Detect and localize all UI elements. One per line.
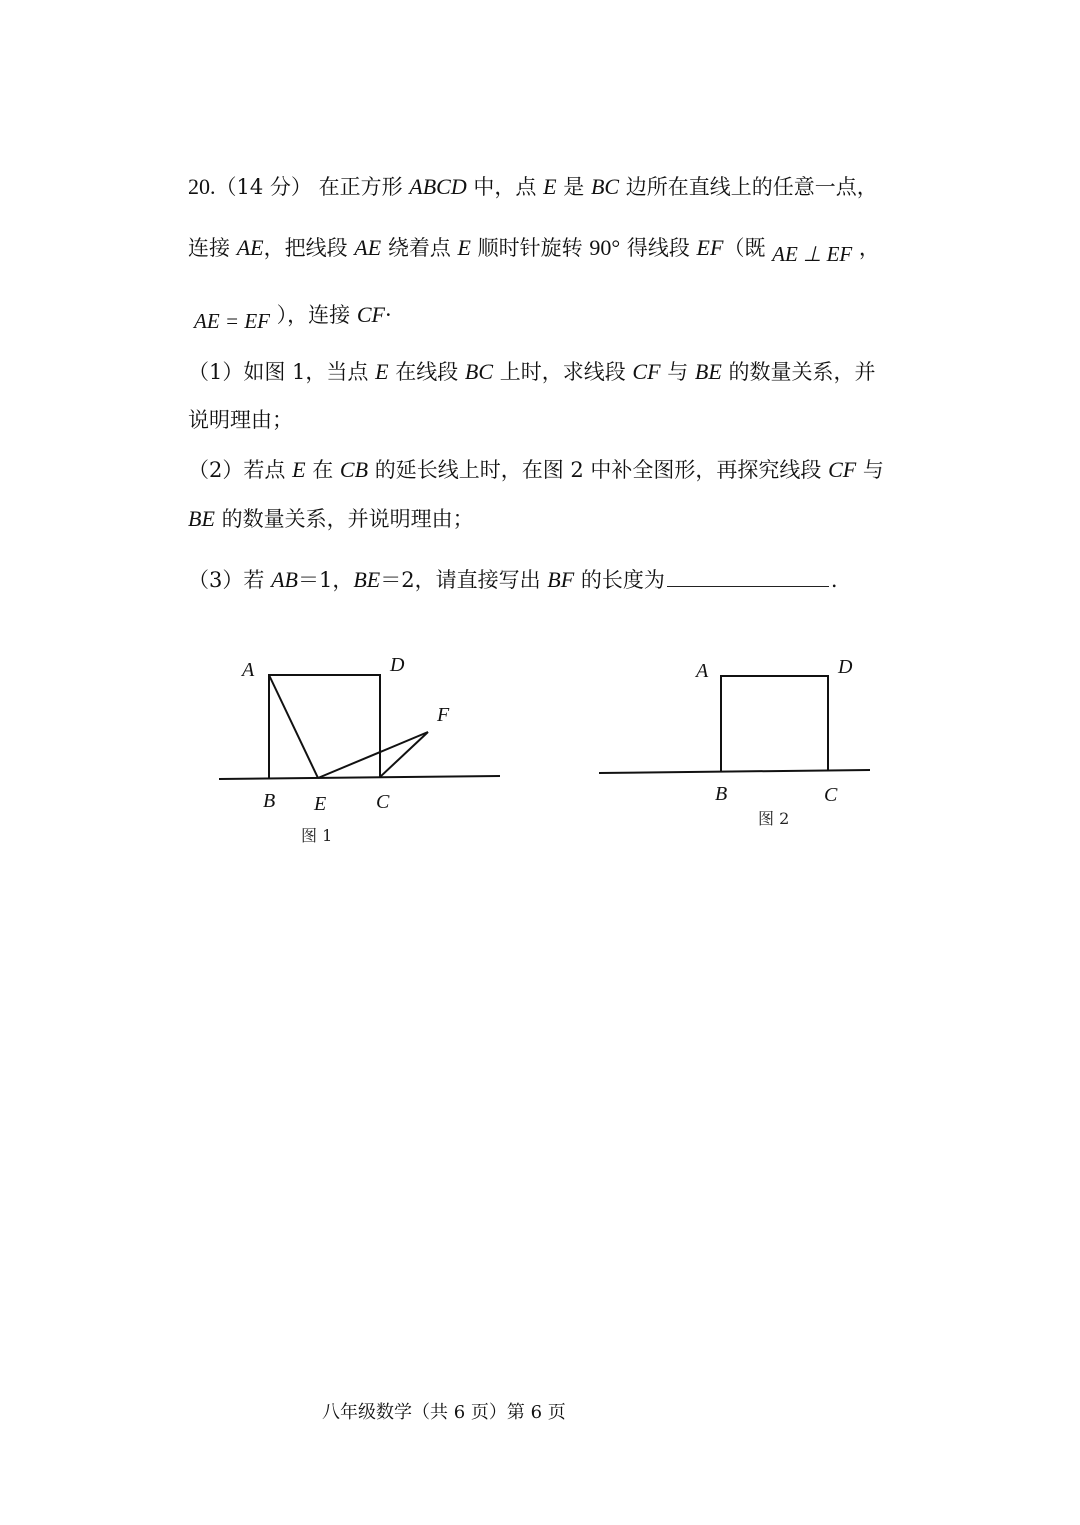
question-2-line-1: （2）若点 E 在 CB 的延长线上时，在图 2 中补全图形，再探究线段 CF 与 [188, 457, 884, 482]
figure-2 [599, 676, 870, 773]
page-footer: 八年级数学（共 6 页）第 6 页 [322, 1402, 566, 1423]
figure-1 [219, 675, 500, 779]
fig2-label-b: B [715, 783, 728, 805]
fig1-label-a: A [242, 659, 255, 681]
fig1-label-d: D [390, 654, 405, 676]
fig2-label-c: C [824, 784, 838, 806]
problem-line-2: 连接 AE，把线段 AE 绕着点 E 顺时针旋转 90° 得线段 EF（既 AE ⊥ EF ， [188, 235, 880, 266]
fig1-label-f: F [437, 704, 450, 726]
fig1-label-b: B [263, 790, 276, 812]
fig1-label-c: C [376, 791, 390, 813]
question-1-line-1: （1）如图 1，当点 E 在线段 BC 上时，求线段 CF 与 BE 的数量关系，并 [188, 359, 876, 384]
problem-line-3: AE = EF ），连接 CF· [194, 302, 392, 333]
question-2-line-2: BE 的数量关系，并说明理由； [188, 506, 474, 531]
problem-line-1: 20.（14 分） 在正方形 ABCD 中，点 E 是 BC 边所在直线上的任意一点， [188, 174, 878, 199]
fig2-label-a: A [696, 660, 709, 682]
fig1-caption: 图 1 [301, 826, 333, 845]
fig1-baseline [219, 776, 500, 779]
fig2-caption: 图 2 [758, 809, 790, 828]
fig2-square [721, 676, 828, 772]
fig1-segment-ae [269, 675, 318, 778]
fig1-segment-ef [318, 732, 428, 778]
fig1-segment-cf [380, 732, 428, 777]
fig1-square [269, 675, 380, 778]
fig1-label-e: E [314, 793, 327, 815]
question-1-line-2: 说明理由； [188, 408, 293, 432]
fig2-label-d: D [838, 656, 853, 678]
perpendicular-expression: AE ⊥ EF [772, 242, 853, 266]
fig2-baseline [599, 770, 870, 773]
question-3-line: （3）若 AB＝1，BE＝2，请直接写出 BF 的长度为 . [188, 567, 838, 592]
equal-length-expression: AE = EF [194, 309, 270, 333]
